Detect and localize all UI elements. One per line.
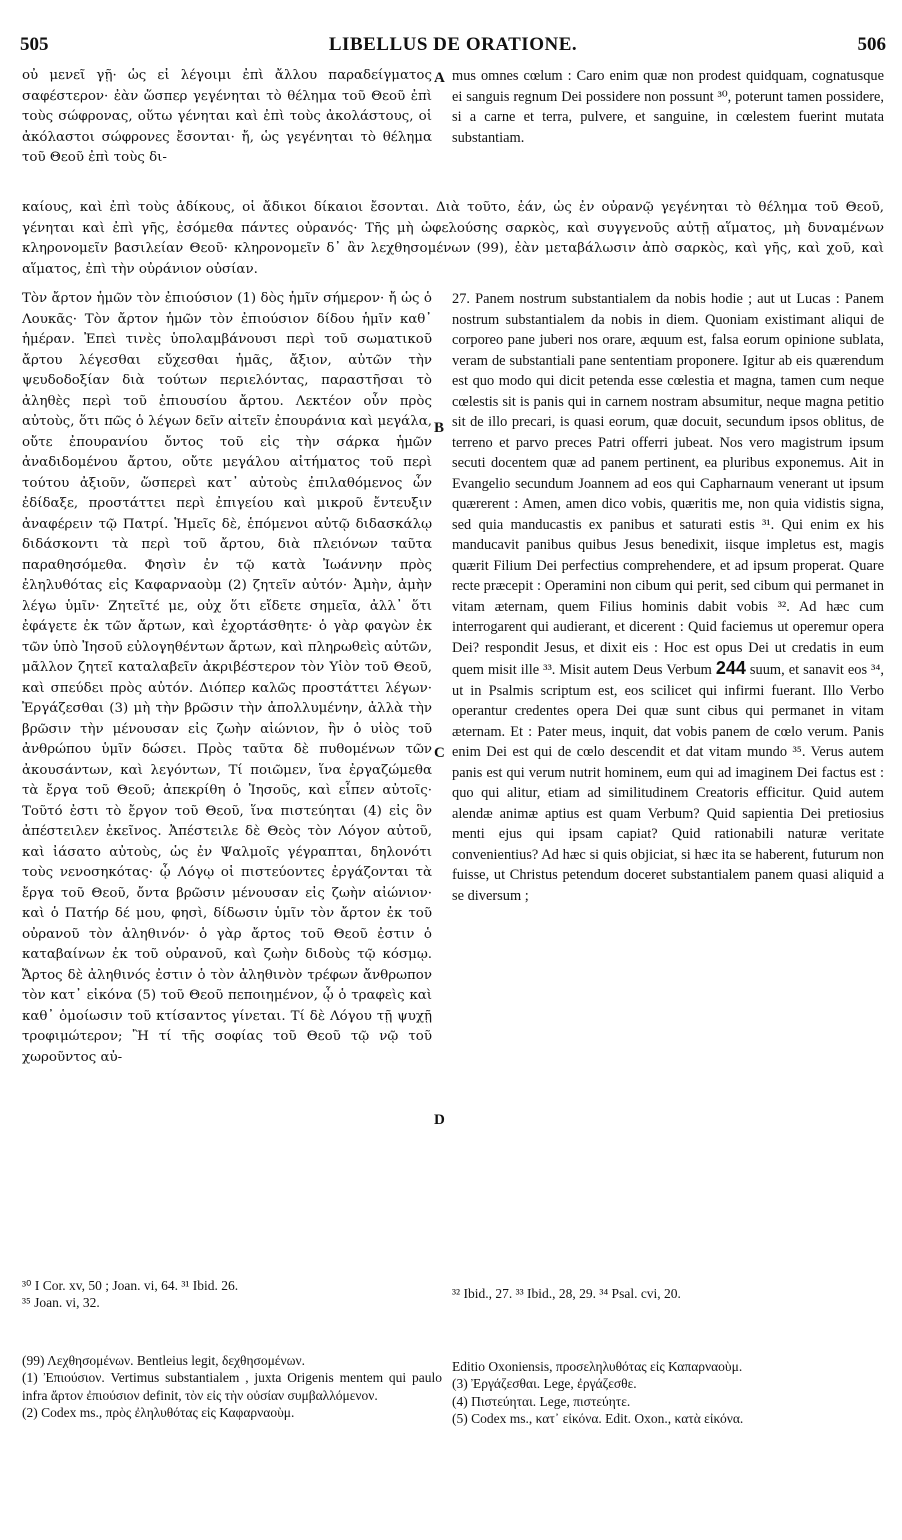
note-4: (4) Πιστεύηται. Lege, πιστεύητε. — [452, 1393, 631, 1409]
footnote-left-1: ³⁰ I Cor. xv, 50 ; Joan. vi, 64. ³¹ Ibid. 26. — [22, 1278, 239, 1293]
latin-text-main — [452, 289, 884, 906]
footnotes-left — [22, 1277, 442, 1311]
running-title: LIBELLUS DE ORATIONE. — [328, 34, 578, 55]
margin-letter-a: A — [434, 70, 445, 86]
note-2-cont: Editio Oxoniensis, προσεληλυθότας εἰς Καπαρναοὺμ. — [452, 1359, 743, 1374]
note-99: (99) Λεχθησομένων. Bentleius legit, δεχθησομένων. — [22, 1353, 305, 1368]
latin-column-main — [452, 289, 884, 906]
latin-text-top: mus omnes cœlum : Caro enim quæ non prodest quidquam, cognatusque ei sanguis regnum Dei possidere non possunt ³⁰, poterunt tamen possidere, si a carne et terra, pulvere, et sanguine, in cœlestem fuerint mutata substantiam. — [452, 68, 884, 146]
greek-text-main: Τὸν ἄρτον ἡμῶν τὸν ἐπιούσιον (1) δὸς ἡμῖν σήμερον· ἤ ὡς ὁ Λουκᾶς· Τὸν ἄρτον ἡμῶν τὸν ἐπιούσιον δίδου ἡμῖν καθ᾽ ἡμέραν. Ἐπεὶ τινὲς ὑπολαμβάνουσι περὶ τοῦ σωματικοῦ ἄρτου λέγεσθαι εὔχεσθαι ἡμᾶς, ἄξιον, αὐτῶν τὴν ψευδοδοξίαν διὰ τούτων περιελόντας, παραστῆσαι τὸ ἀληθὲς περὶ τοῦ ἐπιουσίου ἄρτου. Λεκτέον οὖν πρὸς αὐτοὺς, ὅτι πῶς ὁ λέγων δεῖν αἰτεῖν ἐπουράνια καὶ μεγάλα, οὔτε ἐπουρανίου ὄντος τοῦ εἰς τὴν σάρκα ἡμῶν ἀναδιδομένου ἄρτου, οὔτε μεγάλου αἰτήματος τοῦ περὶ τούτου ἀξιοῦν, ὥσπερεὶ κατ᾽ αὐτοὺς ἐπιλαθόμενος ὧν ἐδίδαξε, προστάττει περὶ ἐπιγείου καὶ μικροῦ ἔντευξιν ἀναφέρειν τῷ Πατρί. Ἡμεῖς δὲ, ἑπόμενοι αὐτῷ διδασκάλῳ διδάσκοντι τὰ περὶ τοῦ ἄρτου, διὰ πλειόνων ταῦτα παραθησόμεθα. Φησὶν ἐν τῷ κατὰ Ἰωάννην πρὸς ἐληλυθότας εἰς Καφαρναοὺμ (2) ζητεῖν αὐτόν· Ἀμὴν, ἀμὴν λέγω ὑμῖν· Ζητεῖτέ με, οὐχ ὅτι εἴδετε σημεῖα, ἀλλ᾽ ὅτι ἐφάγετε ἐκ τῶν ἄρτων, καὶ ἐχορτάσθητε· ὁ γὰρ φαγὼν ἐκ τῶν ὑπὸ Ἰησοῦ εὐλογηθέντων ἄρτων, καὶ πληρωθεὶς αὐτῶν, μᾶλλον ζητεῖ καταλαβεῖν ἀκριβέστερον τὸν Υἱὸν τοῦ Θεοῦ, καὶ σπεύδει πρὸς αὐτόν. Διόπερ καλῶς προστάττει λέγων· Ἐργάζεσθαι (3) μὴ τὴν βρῶσιν τὴν ἀπολλυμένην, ἀλλὰ τὴν βρῶσιν τὴν μένουσαν εἰς ζωὴν αἰώνιον, ἣν ὁ υἱὸς τοῦ ἀνθρώπου ὑμῖν δώσει. Πρὸς ταῦτα δὲ πυθομένων τῶν ἀκουσάντων, καὶ λεγόντων, Τί ποιῶμεν, ἵνα ἐργαζώμεθα τὰ ἔργα τοῦ Θεοῦ; ἀπεκρίθη ὁ Ἰησοῦς, καὶ εἶπεν αὐτοῖς· Τοῦτό ἐστι τὸ ἔργον τοῦ Θεοῦ, ἵνα πιστεύηται (4) εἰς ὃν ἀπέστειλεν ἐκεῖνος. Ἀπέστειλε δὲ Θεὸς τὸν Λόγον αὐτοῦ, καὶ ἰάσατο αὐτοὺς, ὡς ἐν Ψαλμοῖς γέγραπται, δηλονότι τοὺς νενοσηκότας· ᾧ Λόγῳ οἱ πιστεύοντες ἐργάζονται τὰ ἔργα τοῦ Θεοῦ, ὄντα βρῶσιν μένουσαν εἰς ζωὴν αἰώνιον· καὶ ὁ Πατήρ δέ μου, φησὶ, δίδωσιν ὑμῖν τὸν ἄρτον ἐκ τοῦ οὐρανοῦ τὸν ἀληθινόν· ὁ γὰρ ἄρτος τοῦ Θεοῦ ἐστιν ὁ καταβαίνων ἐκ τοῦ οὐρανοῦ, καὶ ζωὴν διδοὺς τῷ κόσμῳ. Ἄρτος δὲ ἀληθινός ἐστιν ὁ τὸν ἀληθινὸν τρέφων ἄνθρωπον τὸν κατ᾽ εἰκόνα (5) τοῦ Θεοῦ πεποιημένον, ᾧ ὁ τραφεὶς καὶ καθ᾽ ὁμοίωσιν τοῦ κτίσαντος γίνεται. Τί δὲ Λόγου τῇ ψυχῇ τροφιμώτερον; Ἢ τί τῆς σοφίας τοῦ Θεοῦ τῷ νῷ τοῦ χωροῦντος αὐ- — [22, 291, 432, 1065]
latin-column-top — [452, 66, 884, 148]
greek-column-main — [22, 289, 432, 1068]
latin-text-part-2: suum, et sanavit eos ³⁴, ut in Psalmis scriptum est, eos scilicet qui infirmi fuerant. Illo Verbo operantur credentes opera Dei quæ sunt cibus qui permanet in vitam æternam. Et : Pater meus, inquit, dat vobis panem de cœlo verum. Panis enim Dei est qui de cœlo descendit et dat vitam mundo ³⁵. Verus autem panis est qui verum nutrit hominem, eum qui ad imaginem Dei factus est : quo qui alitur, etiam ad similitudinem Creatoris efficitur. Quid autem alendæ animæ aptius est quam Verbum? Quid sapientia Dei pretiosius menti ejus qui ipsam capiat? Quid rationabili naturæ veritate convenientius? Ad hæc si quis objiciat, si hæc ita se haberent, futurum non fuisse, ut Christus petendum doceret substantialem panem quasi aliquid a se diversum ; — [452, 662, 884, 904]
greek-text-wide: καίους, καὶ ἐπὶ τοὺς ἀδίκους, οἱ ἄδικοι δίκαιοι ἔσονται. Διὰ τοῦτο, ἐάν, ὡς ἐν οὐρανῷ γεγένηται τὸ θέλημα τοῦ Θεοῦ, γένηται καὶ ἐπὶ γῆς, ἐσόμεθα πάντες οὐρανός· Τῆς μὴ ὠφελούσης σαρκὸς, καὶ συγγενοῦς αὐτῇ αἵματος, μὴ δυναμένων κληρονομεῖν βασιλείαν Θεοῦ· κληρονομεῖν δ᾽ ἂν λεχθησομένων (99), ἐὰν μεταβάλωσιν ἀπὸ σαρκὸς, καὶ γῆς, καὶ χοῦ, καὶ αἵματος, ἐπὶ τὴν οὐράνιον οὐσίαν. — [22, 200, 884, 277]
footnote-right-1: ³² Ibid., 27. ³³ Ibid., 28, 29. ³⁴ Psal. cvi, 20. — [452, 1286, 681, 1301]
editorial-notes-right — [452, 1358, 884, 1427]
margin-letter-b: B — [434, 420, 445, 436]
footnotes-right — [452, 1285, 884, 1302]
margin-letter-c: C — [434, 745, 445, 761]
note-1: (1) Ἐπιούσιον. Vertimus substantialem , juxta Origenis mentem qui paulo infra ἄρτον ἐπιούσιον definit, τὸν εἰς τὴν οὐσίαν συμβαλλόμενον. — [22, 1370, 442, 1403]
greek-text-top: οὐ μενεῖ γῇ· ὡς εἰ λέγοιμι ἐπὶ ἄλλου παραδείγματος σαφέστερον· ἐὰν ὥσπερ γεγένηται τὸ θέλημα τοῦ Θεοῦ ἐπὶ τοὺς σώφρονας, οὕτω γένηται καὶ ἐπὶ τοὺς ἀκολάστους, οἱ ἀκόλαστοι σώφρονες ἔσονται· ἤ, ὡς γεγένηται τὸ θέλημα τοῦ Θεοῦ ἐπὶ τοὺς δι- — [22, 68, 432, 165]
page-header — [20, 34, 886, 60]
page-number-left: 505 — [20, 34, 49, 55]
greek-wide-paragraph — [22, 185, 884, 294]
footnote-left-2: ³⁵ Joan. vi, 32. — [22, 1295, 100, 1310]
note-2: (2) Codex ms., πρὸς ἐληλυθότας εἰς Καφαρναοὺμ. — [22, 1404, 295, 1420]
latin-text-part-1: 27. Panem nostrum substantialem da nobis hodie ; aut ut Lucas : Panem nostrum substantialem da nobis in diem. Quoniam existimant aliqui de corporeo pane juberi nos orare, æquum est, falsa eorum opinione sublata, veram de substantiali pane sententiam proponere. Igitur ab eis quærendum est quo modo qui dicit petenda esse cœlestia et magna, tamen cum neque cœlestis sit is panis qui in carnem nostram absumitur, neque magna petitio sit de illo precari, is quasi eorum, quæ docuit, secundum ipsos oblitus, de terreno et parvo preces Patri offerri jubeat. Nos vero magistrum ipsum secuti docentem quæ ad panem pertinent, ea pluribus exponemus. Ait in Evangelio secundum Joannem ad eos qui Capharnaum venerant ut ipsum quærerent : Amen, amen dico vobis, quæritis me, non quia vidistis signa, sed quia manducastis ex panibus et saturati estis ³¹. Qui enim ex his manducavit panibus quibus Jesus benedixit, iisque impletus est, magis quærit Filium Dei perfectius comprehendere, et ad ipsum properat. Quare recte præcepit : Operamini non cibum qui perit, sed cibum qui permanet in vitam æternam, quem Filius hominis dabit vobis ³². Ad hæc cum interrogarent qui audierant, et dicerent : Quid faciemus ut operemur opera Dei? respondit Jesus, et dixit eis : Hoc est opus Dei ut credatis in eum quem misit ille ³³. Misit autem Deus Verbum — [452, 291, 884, 678]
note-5: (5) Codex ms., κατ᾽ εἰκόνα. Edit. Oxon., κατὰ εἰκόνα. — [452, 1410, 744, 1426]
greek-column-top — [22, 66, 432, 169]
margin-letter-d: D — [434, 1112, 445, 1128]
note-3: (3) Ἐργάζεσθαι. Lege, ἐργάζεσθε. — [452, 1376, 637, 1392]
page-number-right: 506 — [857, 34, 886, 55]
editorial-notes-left — [22, 1352, 442, 1421]
page-reference-number: 244 — [715, 658, 746, 678]
